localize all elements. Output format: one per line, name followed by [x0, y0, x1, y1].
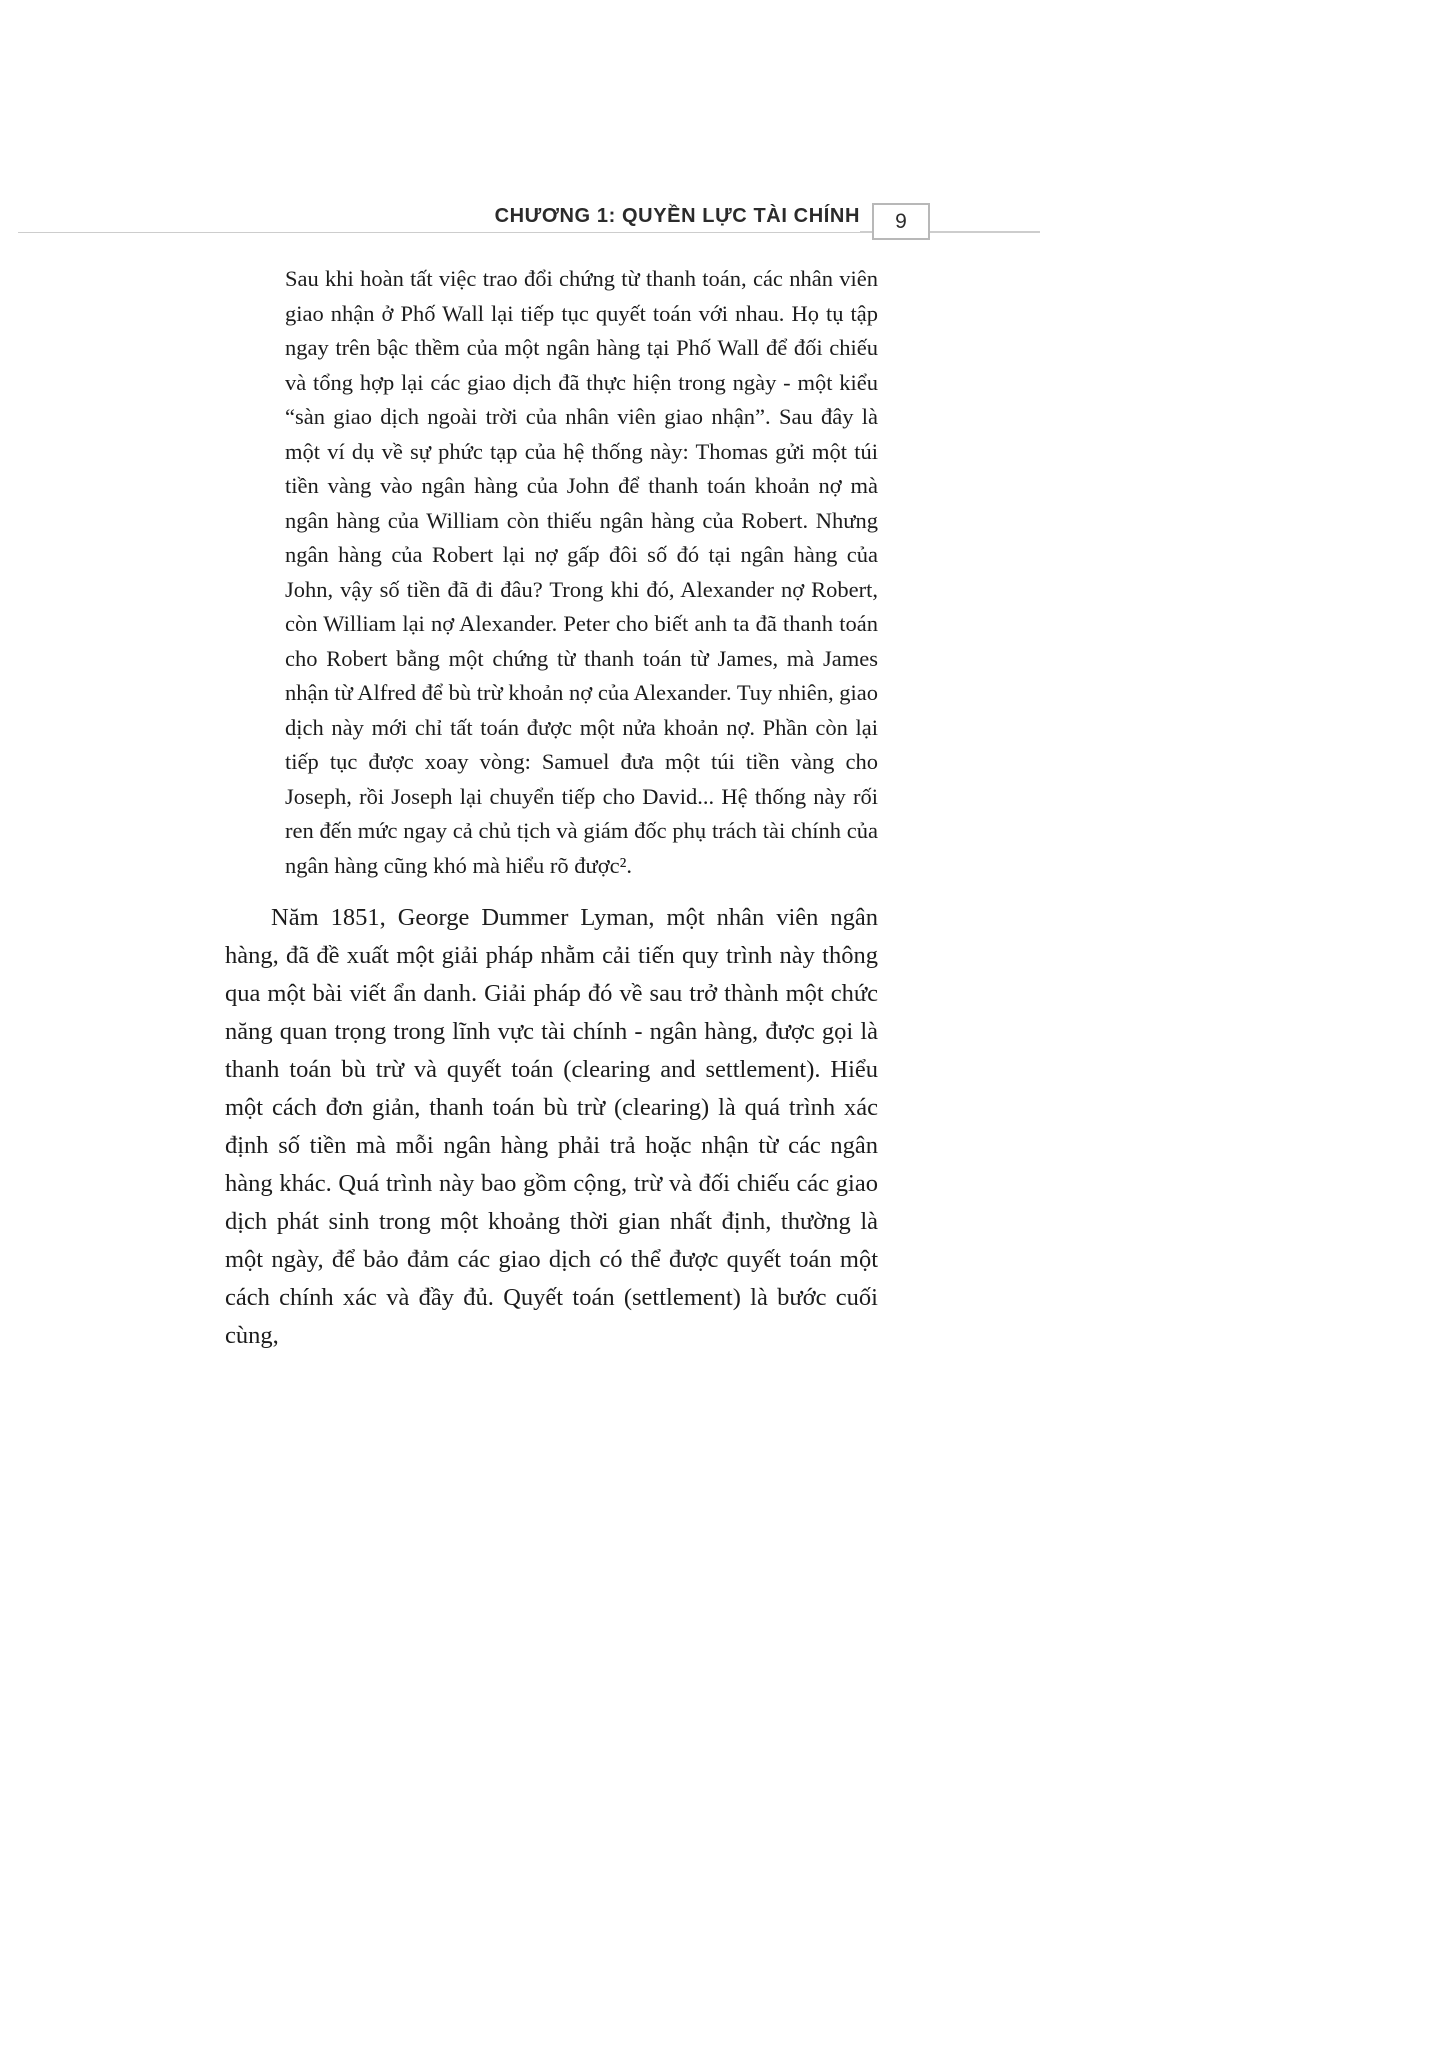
- page-content: [225, 262, 878, 1355]
- block-quote-paragraph: Sau khi hoàn tất việc trao đổi chứng từ thanh toán, các nhân viên giao nhận ở Phố Wall lại tiếp tục quyết toán với nhau. Họ tụ tập ngay trên bậc thềm của một ngân hàng tại Phố Wall để đối chiếu và tổng hợp lại các giao dịch đã thực hiện trong ngày - một kiểu “sàn giao dịch ngoài trời của nhân viên giao nhận”. Sau đây là một ví dụ về sự phức tạp của hệ thống này: Thomas gửi một túi tiền vàng vào ngân hàng của John để thanh toán khoản nợ mà ngân hàng của William còn thiếu ngân hàng của Robert. Nhưng ngân hàng của Robert lại nợ gấp đôi số đó tại ngân hàng của John, vậy số tiền đã đi đâu? Trong khi đó, Alexander nợ Robert, còn William lại nợ Alexander. Peter cho biết anh ta đã thanh toán cho Robert bằng một chứng từ thanh toán từ James, mà James nhận từ Alfred để bù trừ khoản nợ của Alexander. Tuy nhiên, giao dịch này mới chỉ tất toán được một nửa khoản nợ. Phần còn lại tiếp tục được xoay vòng: Samuel đưa một túi tiền vàng cho Joseph, rồi Joseph lại chuyển tiếp cho David... Hệ thống này rối ren đến mức ngay cả chủ tịch và giám đốc phụ trách tài chính của ngân hàng cũng khó mà hiểu rõ được².: [285, 266, 878, 878]
- page-number: 9: [895, 209, 907, 233]
- running-head-chapter-title: CHƯƠNG 1: QUYỀN LỰC TÀI CHÍNH: [0, 205, 860, 232]
- page-number-box: [872, 203, 930, 240]
- body-paragraph: Năm 1851, George Dummer Lyman, một nhân viên ngân hàng, đã đề xuất một giải pháp nhằm cải tiến quy trình này thông qua một bài viết ẩn danh. Giải pháp đó về sau trở thành một chức năng quan trọng trong lĩnh vực tài chính - ngân hàng, được gọi là thanh toán bù trừ và quyết toán (clearing and settlement). Hiểu một cách đơn giản, thanh toán bù trừ (clearing) là quá trình xác định số tiền mà mỗi ngân hàng phải trả hoặc nhận từ các ngân hàng khác. Quá trình này bao gồm cộng, trừ và đối chiếu các giao dịch phát sinh trong một khoảng thời gian nhất định, thường là một ngày, để bảo đảm các giao dịch có thể được quyết toán một cách chính xác và đầy đủ. Quyết toán (settlement) là bước cuối cùng,: [225, 904, 878, 1349]
